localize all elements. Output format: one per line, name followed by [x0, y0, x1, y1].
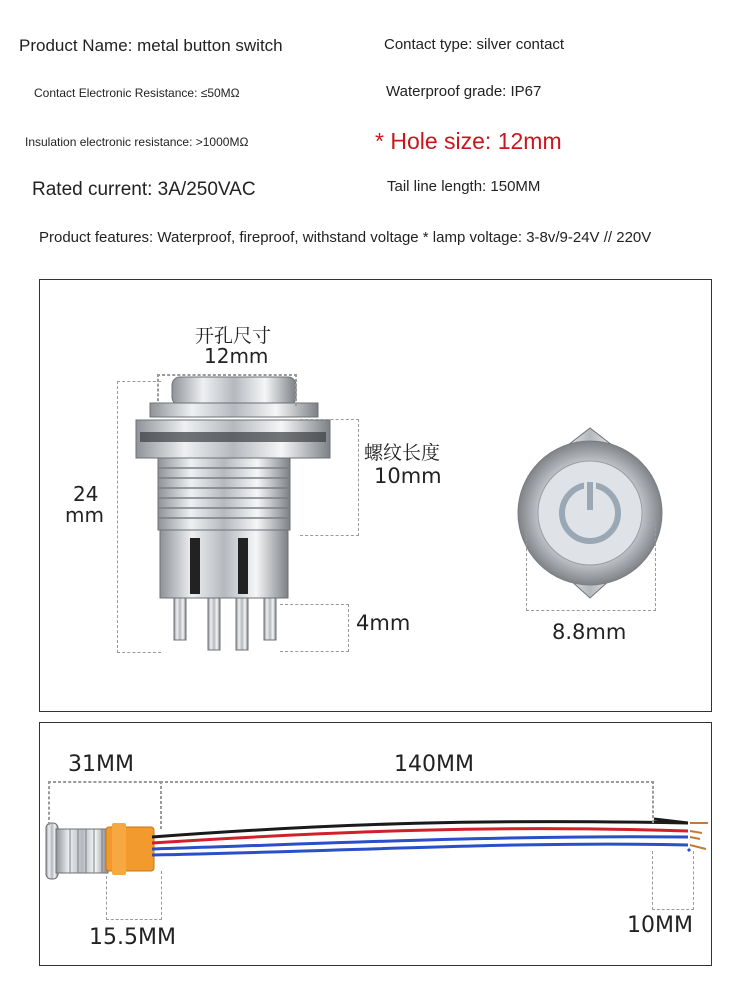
hole-dim-line: [157, 374, 297, 376]
hole-dim-right: [295, 374, 297, 406]
wire-dim-left: [160, 781, 162, 829]
dimension-panel: [39, 279, 712, 712]
terminal-dim-box: [280, 604, 349, 652]
connector-dim-box: [106, 871, 162, 920]
wire-length: 140MM: [394, 752, 474, 777]
hole-size: * Hole size: 12mm: [375, 128, 562, 154]
product-features: Product features: Waterproof, fireproof, withstand voltage * lamp voltage: 3-8v/9-24V // 220V: [39, 229, 652, 246]
insulation-resistance: Insulation electronic resistance: >1000MΩ: [25, 135, 249, 149]
face-dim-box: [526, 518, 656, 611]
contact-resistance: Contact Electronic Resistance: ≤50MΩ: [34, 86, 240, 100]
wire-dim-right: [652, 781, 654, 823]
stripped-length: 10MM: [627, 913, 693, 938]
contact-type: Contact type: silver contact: [384, 36, 565, 53]
rated-current: Rated current: 3A/250VAC: [32, 179, 256, 200]
body-length: 31MM: [68, 752, 134, 777]
height-unit: mm: [65, 503, 104, 527]
height-value: 24: [73, 482, 99, 506]
terminal-value: 4mm: [356, 611, 411, 635]
body-dim-line: [48, 781, 162, 783]
hole-value: 12mm: [204, 344, 269, 368]
stripped-dim-box: [652, 851, 694, 910]
waterproof-grade: Waterproof grade: IP67: [386, 83, 542, 100]
thread-dim-box: [300, 419, 359, 536]
hole-label-cn: 开孔尺寸: [195, 325, 272, 347]
wire-dim-line: [160, 781, 654, 783]
face-value: 8.8mm: [552, 620, 627, 644]
body-dim-left: [48, 781, 50, 825]
thread-label-cn: 螺纹长度: [364, 442, 441, 464]
product-name: Product Name: metal button switch: [19, 36, 283, 55]
tail-line-length: Tail line length: 150MM: [387, 178, 541, 195]
wire-panel: [39, 722, 712, 966]
thread-value: 10mm: [374, 464, 442, 488]
height-dim-box: [117, 381, 161, 653]
connector-length: 15.5MM: [89, 925, 176, 950]
